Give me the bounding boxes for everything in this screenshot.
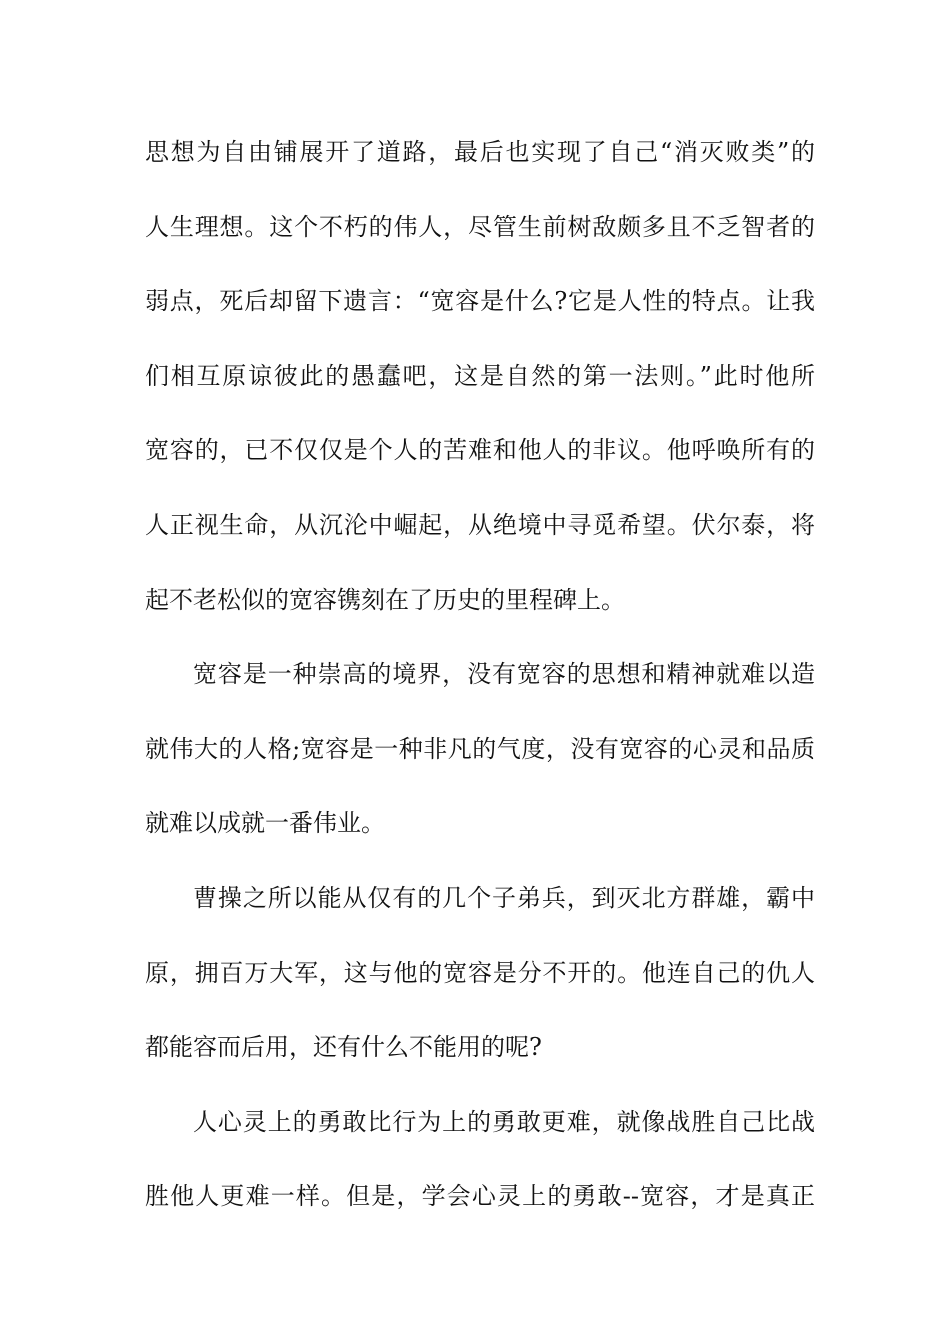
text-line: 思想为自由铺展开了道路，最后也实现了自己“消灭败类”的 <box>145 138 815 166</box>
text-line: 就难以成就一番伟业。 <box>145 809 385 838</box>
text-line: 宽容的，已不仅仅是个人的苦难和他人的非议。他呼唤所有的 <box>145 436 815 465</box>
text-line: 人生理想。这个不朽的伟人，尽管生前树敌颇多且不乏智者的 <box>145 212 815 241</box>
text-line: 胜他人更难一样。但是，学会心灵上的勇敢--宽容，才是真正 <box>145 1182 815 1211</box>
text-line: 起不老松似的宽容镌刻在了历史的里程碑上。 <box>145 585 625 614</box>
text-line: 原，拥百万大军，这与他的宽容是分不开的。他连自己的仇人 <box>145 958 815 987</box>
text-line: 曹操之所以能从仅有的几个子弟兵，到灭北方群雄，霸中 <box>193 883 815 912</box>
text-line: 宽容是一种崇高的境界，没有宽容的思想和精神就难以造 <box>193 660 815 689</box>
body-text <box>145 128 815 1247</box>
text-line: 弱点，死后却留下遗言：“宽容是什么?它是人性的特点。让我 <box>145 287 815 316</box>
text-line: 就伟大的人格;宽容是一种非凡的气度，没有宽容的心灵和品质 <box>145 734 815 763</box>
text-line: 们相互原谅彼此的愚蠢吧，这是自然的第一法则。”此时他所 <box>145 361 815 390</box>
text-line: 都能容而后用，还有什么不能用的呢? <box>145 1033 542 1062</box>
text-line: 人心灵上的勇敢比行为上的勇敢更难，就像战胜自己比战 <box>193 1107 815 1136</box>
text-line: 人正视生命，从沉沦中崛起，从绝境中寻觅希望。伏尔泰，将 <box>145 510 815 539</box>
